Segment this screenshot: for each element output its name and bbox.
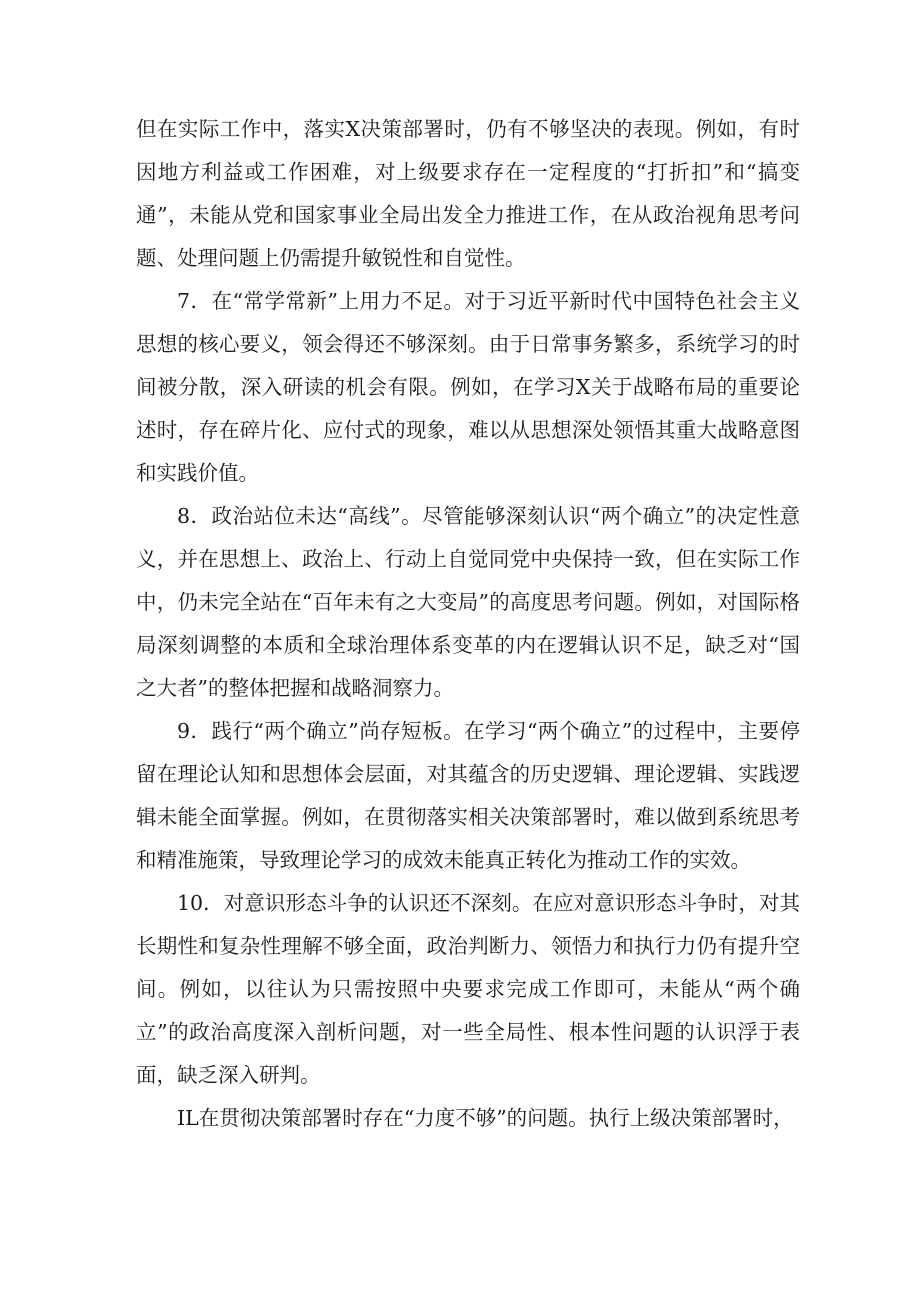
paragraph-item-8	[136, 495, 800, 710]
paragraph-item-10	[136, 882, 800, 1097]
paragraph-item-9	[136, 710, 800, 882]
paragraph-text: 在“常学常新”上用力不足。对于习近平新时代中国特色社会主义思想的核心要义，领会得还不够深刻。由于日常事务繁多，系统学习的时间被分散，深入研读的机会有限。例如，在学习X关于战略布局的重要论述时，存在碎片化、应付式的现象，难以从思想深处领悟其重大战略意图和实践价值。	[136, 289, 800, 485]
paragraph-text: 对意识形态斗争的认识还不深刻。在应对意识形态斗争时，对其长期性和复杂性理解不够全面，政治判断力、领悟力和执行力仍有提升空间。例如，以往认为只需按照中央要求完成工作即可，未能从“两个确立”的政治高度深入剖析问题，对一些全局性、根本性问题的认识浮于表面，缺乏深入研判。	[136, 891, 801, 1087]
paragraph-text: 政治站位未达“高线”。尽管能够深刻认识“两个确立”的决定性意义，并在思想上、政治上、行动上自觉同党中央保持一致，但在实际工作中，仍未完全站在“百年未有之大变局”的高度思考问题。例如，对国际格局深刻调整的本质和全球治理体系变革的内在逻辑认识不足，缺乏对“国之大者”的整体把握和战略洞察力。	[136, 504, 800, 700]
paragraph-number: IL	[177, 1106, 199, 1130]
paragraph-item-7	[136, 280, 800, 495]
paragraph-text: 践行“两个确立”尚存短板。在学习“两个确立”的过程中，主要停留在理论认知和思想体会层面，对其蕴含的历史逻辑、理论逻辑、实践逻辑未能全面掌握。例如，在贯彻落实相关决策部署时，难以做到系统思考和精准施策，导致理论学习的成效未能真正转化为推动工作的实效。	[136, 719, 800, 872]
document-body	[136, 108, 800, 1140]
paragraph-number: 7．	[177, 289, 212, 313]
paragraph-item-11	[136, 1097, 800, 1140]
paragraph-number: 9．	[177, 719, 212, 743]
paragraph-number: 10．	[177, 891, 224, 915]
paragraph-text: 在贯彻决策部署时存在“力度不够”的问题。执行上级决策部署时，	[198, 1106, 794, 1130]
paragraph-continuation	[136, 108, 800, 280]
paragraph-text: 但在实际工作中，落实X决策部署时，仍有不够坚决的表现。例如，有时因地方利益或工作困难，对上级要求存在一定程度的“打折扣”和“搞变通”，未能从党和国家事业全局出发全力推进工作，在从政治视角思考问题、处理问题上仍需提升敏锐性和自觉性。	[136, 117, 800, 270]
paragraph-number: 8．	[177, 504, 212, 528]
